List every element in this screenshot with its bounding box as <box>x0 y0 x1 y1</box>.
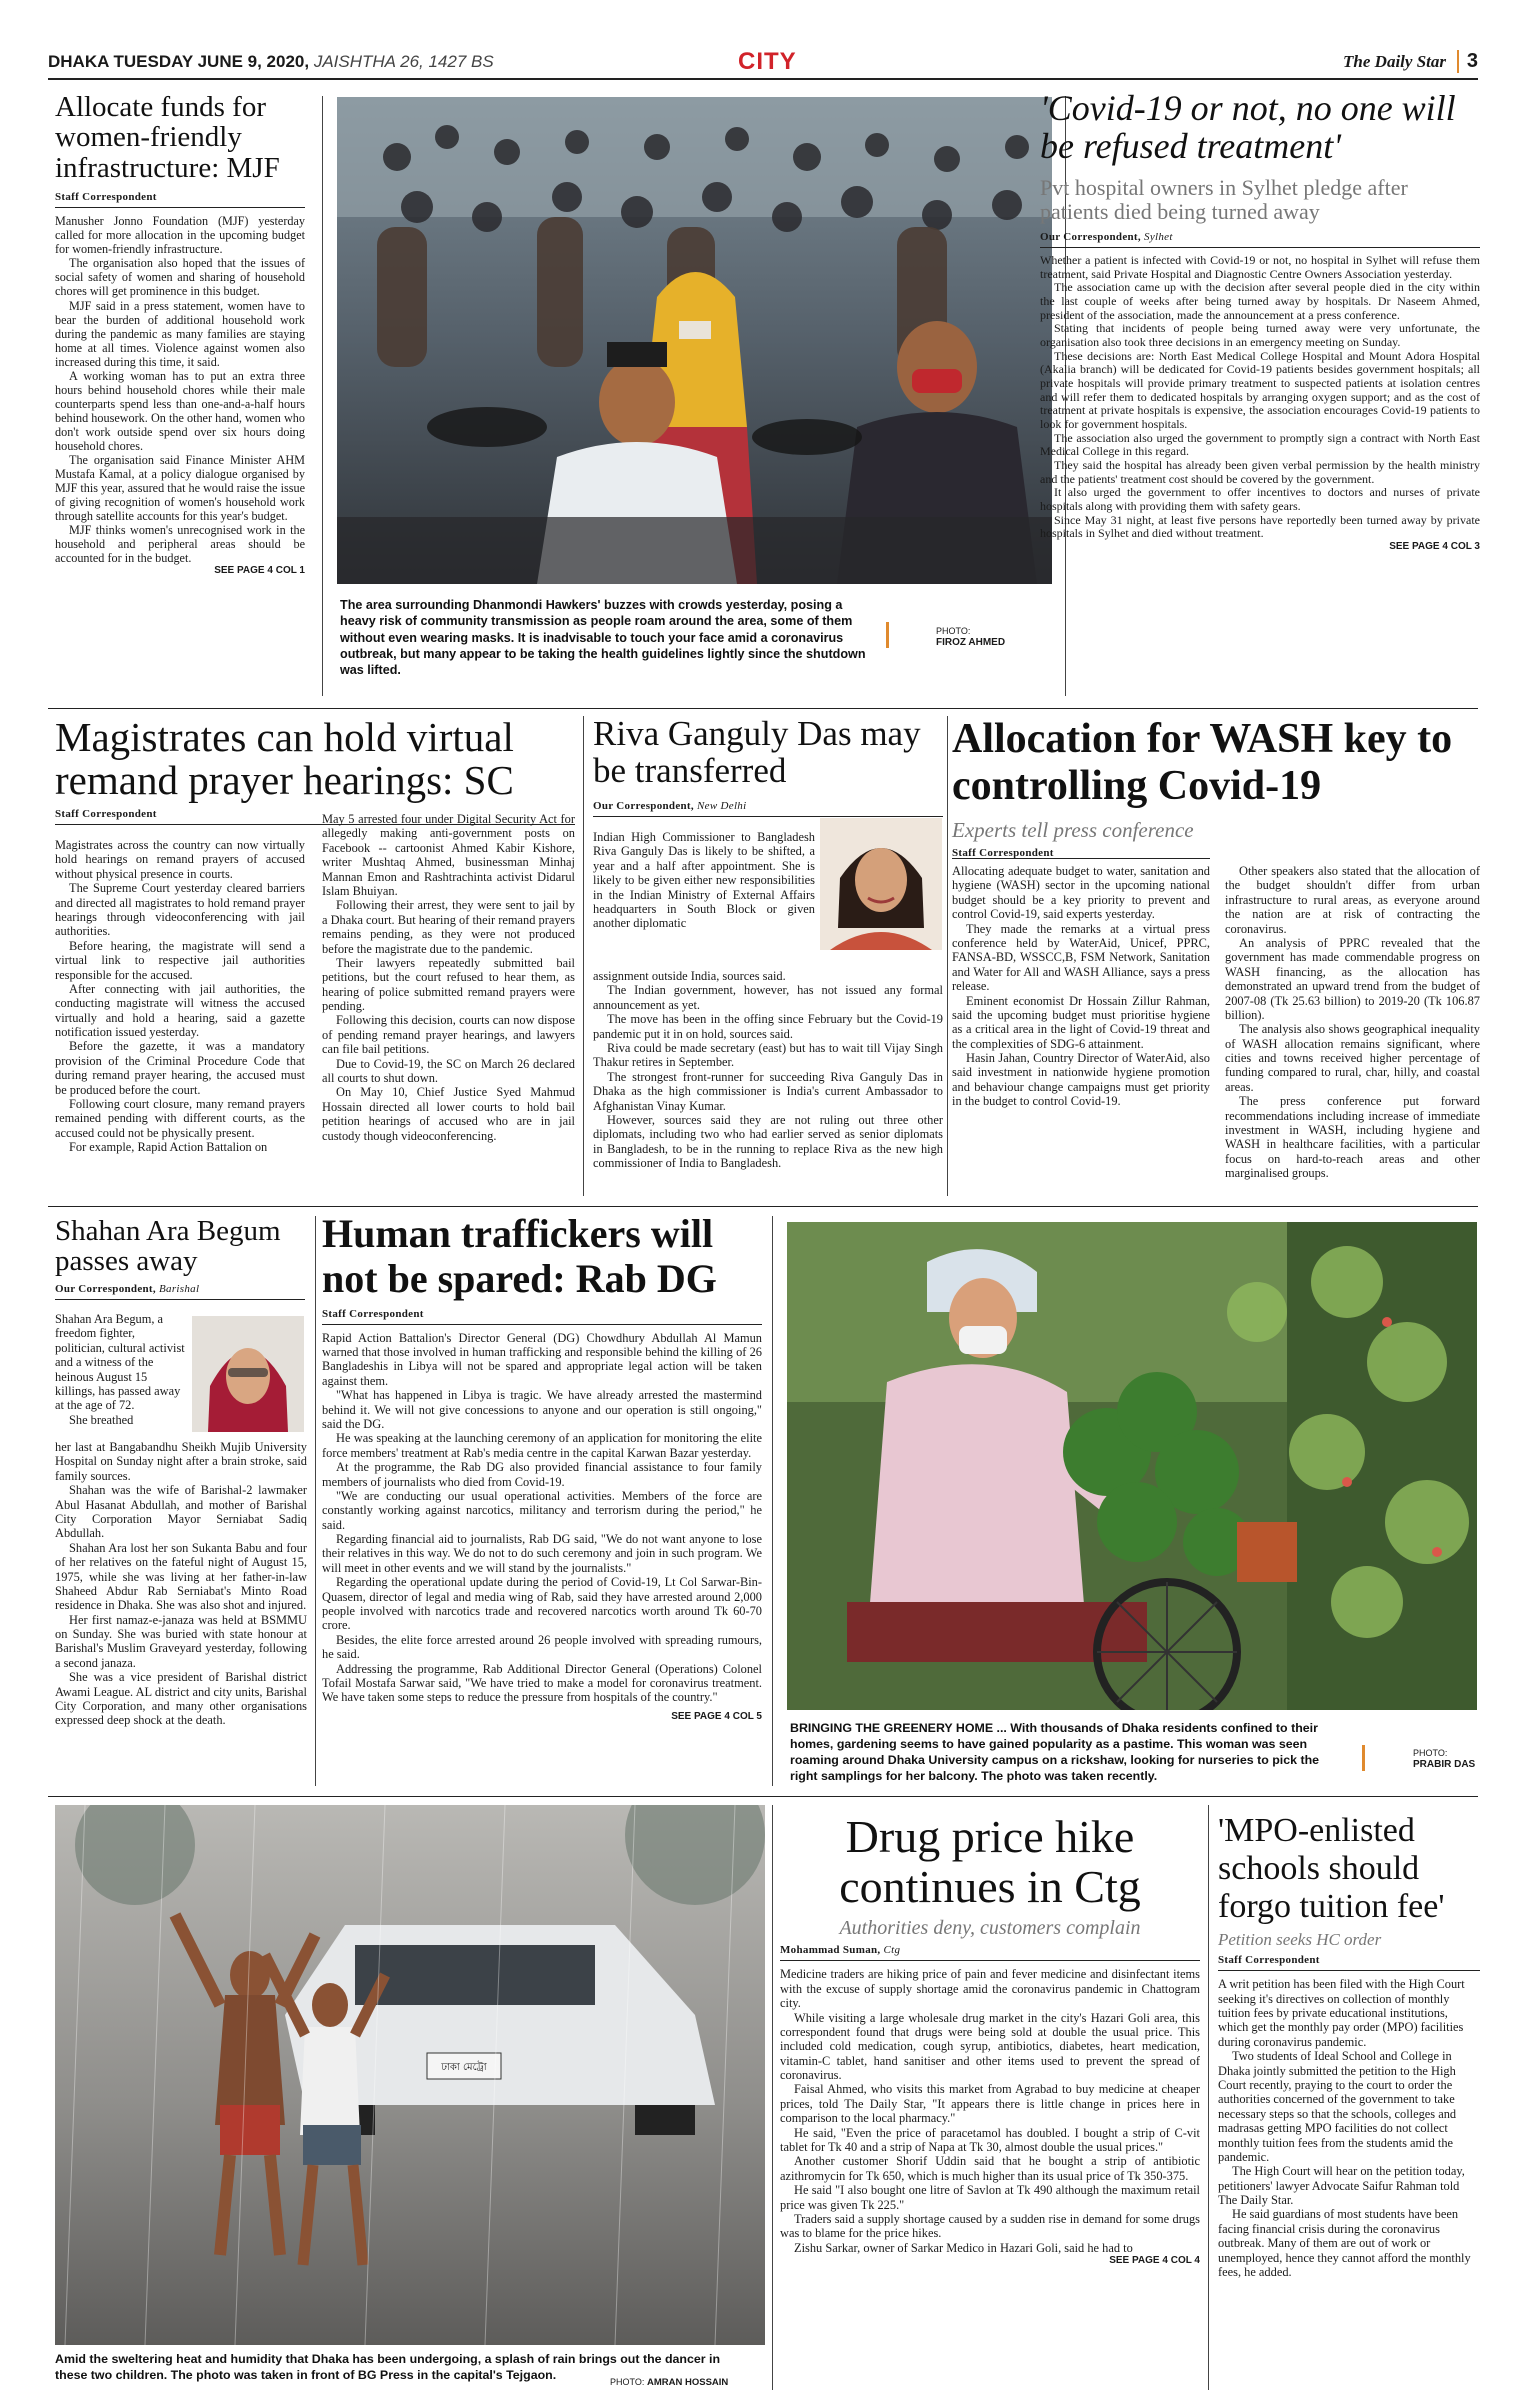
paragraph: The association also urged the government to promptly sign a contract with North East Medical College in this regard. <box>1040 430 1480 459</box>
headline: Shahan Ara Begum passes away <box>55 1215 281 1278</box>
paragraph: Their lawyers repeatedly submitted bail petitions, but the court refused to hear them, as hearing of police submitted remand prayers were pending. <box>322 955 575 1014</box>
paragraph: He said "I also bought one litre of Savlon at Tk 490 although the maximum retail price was given Tk 225." <box>780 2183 1200 2212</box>
paragraph: The Supreme Court yesterday cleared barriers and directed all magistrates to hold remand prayer hearings through videoconferencing with jail authorities. <box>55 881 305 939</box>
byline: Staff Correspondent <box>322 1307 424 1320</box>
jump-line[interactable]: SEE PAGE 4 COL 4 <box>1109 2255 1200 2267</box>
paragraph: assignment outside India, sources said. <box>593 969 786 983</box>
article-body-narrow <box>593 830 815 931</box>
article-body-col1 <box>55 838 305 1155</box>
paragraph: "We are conducting our usual operational activities. Members of the force are constantly working against narcotics, militancy and terrorism during the period," he said. <box>322 1488 762 1532</box>
article-body <box>322 1331 762 1705</box>
photo-credit: PHOTO: FIROZ AHMED <box>936 626 1006 648</box>
jump-line[interactable]: SEE PAGE 4 COL 1 <box>214 565 305 577</box>
article-body <box>593 969 943 1170</box>
byline: Staff Correspondent <box>1218 1954 1320 1967</box>
paragraph: Besides, the elite force arrested around 26 people involved with spreading rumours, he said. <box>322 1632 762 1662</box>
paragraph: Medicine traders are hiking price of pain and fever medicine and disinfectant items with the excuse of supply shortage amid the coronavirus pandemic in Chattogram city. <box>780 1967 1200 2011</box>
paragraph: Shahan was the wife of Barishal-2 lawmaker Abul Hasanat Abdullah, and mother of Barishal City Corporation Mayor Serniabat Sadiq Abdullah. <box>55 1483 307 1541</box>
article-body-col2 <box>322 812 575 1143</box>
byline: Our Correspondent, Barishal <box>55 1282 200 1295</box>
paragraph: Due to Covid-19, the SC on March 26 declared all courts to shut down. <box>322 1056 575 1086</box>
paragraph: The High Court will hear on the petition today, petitioners' lawyer Advocate Saifur Rahman told The Daily Star. <box>1218 2164 1465 2208</box>
paragraph: The association came up with the decision after several people died in the city within the last couple of weeks after being turned away by hospitals. Dr Naseem Ahmed, president of the association, made the announcement at a press conference. <box>1040 280 1480 322</box>
byline: Staff Correspondent <box>55 808 157 821</box>
kicker: Pvt hospital owners in Sylhet pledge after patients died being turned away <box>1040 174 1408 225</box>
photo-crowd-hawkers <box>337 97 1052 584</box>
row-divider <box>48 1206 1478 1207</box>
byline: Staff Correspondent <box>55 191 157 204</box>
paragraph: The press conference put forward recommendations including increase of immediate investment in WASH, including hygiene and WASH in healthcare facilities, with a particular focus on hard-to-reach areas and other marginalised groups. <box>1225 1094 1480 1181</box>
photo-caption: Amid the sweltering heat and humidity that Dhaka has been undergoing, a splash of rain brings out the dancer in these two children. The photo was taken in front of BG Press in the capital's Tejgaon. <box>55 2352 721 2382</box>
article-wash-allocation <box>952 716 1482 859</box>
paragraph: She breathed <box>69 1412 134 1427</box>
paragraph: At the programme, the Rab DG also provided financial assistance to four family members of journalists who died from Covid-19. <box>322 1460 762 1489</box>
headline: Riva Ganguly Das may be transferred <box>593 714 921 790</box>
paragraph: MJF said in a press statement, women have to bear the burden of additional household work during the pandemic as many families are staying home at all times. Violence against women also increased during this time, it said. <box>55 298 305 369</box>
paragraph: Whether a patient is infected with Covid-19 or not, no hospital in Sylhet will refuse them treatment, said Private Hospital and Diagnostic Centre Owners Association yesterday. <box>1040 252 1480 281</box>
paragraph: her last at Bangabandhu Sheikh Mujib University Hospital on Sunday night after a brain stroke, said family sources. <box>55 1440 307 1483</box>
paragraph: Magistrates across the country can now virtually hold hearings on remand prayers of accused without physical presence in courts. <box>55 838 305 881</box>
paragraph: Following their arrest, they were sent to jail by a Dhaka court. But hearing of their remand prayers remains pending, as they were not produced before the magistrate due to the pandemic. <box>322 898 575 956</box>
paragraph: "What has happened in Libya is tragic. We have already arrested the mastermind behind it. We will not give concessions to anyone and our operation is still ongoing," said the DG. <box>322 1388 762 1431</box>
photo-credit: PHOTO: AMRAN HOSSAIN <box>610 2377 729 2388</box>
paragraph: A writ petition has been filed with the High Court seeking it's directives on collection of monthly tuition fees by private educational institutions, which get the monthly pay order (MPO) facilities during coronavirus pandemic. <box>1218 1977 1465 2049</box>
headline: Magistrates can hold virtual remand prayer hearings: SC <box>55 714 514 804</box>
paragraph: Eminent economist Dr Hossain Zillur Rahman, said the upcoming budget must prioritise hygiene as a critical area in the light of Covid-19 threat and the complexities of SDG-6 attainment. <box>952 993 1210 1051</box>
photo-credit: PHOTO: PRABIR DAS <box>1413 1748 1476 1770</box>
paragraph: They made the remarks at a virtual press conference held by WaterAid, Unicef, PPRC, FANSA-BD, WSSCC,B, FSM Network, Sanitation and Water for All and WASH Alliance, says a press release. <box>952 921 1210 994</box>
dateline: DHAKA TUESDAY JUNE 9, 2020, JAISHTHA 26, 1427 BS <box>48 52 494 71</box>
article-body <box>780 1967 1200 2255</box>
headline: 'Covid-19 or not, no one will be refused treatment' <box>1040 88 1456 166</box>
photo-riva-ganguly-das <box>820 818 942 950</box>
paragraph: He was speaking at the launching ceremony of an application for monitoring the elite force members' treatment at Rab's media centre in the capital Karwan Bazar yesterday. <box>322 1431 762 1460</box>
paragraph: The organisation also hoped that the issues of social safety of women and sharing of household chores will get prominence in this budget. <box>55 256 305 299</box>
paragraph: Her first namaz-e-janaza was held at BSMMU on Sunday. She was buried with state honour at Barishal's Muslim Graveyard yesterday, following a second janaza. <box>55 1612 307 1670</box>
jump-line[interactable]: SEE PAGE 4 COL 3 <box>1389 540 1480 552</box>
article-riva-ganguly <box>593 716 943 823</box>
article-body <box>55 214 305 565</box>
newspaper-logo: The Daily Star <box>1343 52 1446 71</box>
section-name: CITY <box>738 48 797 75</box>
byline: Mohammad Suman, Ctg <box>780 1944 901 1957</box>
article-sylhet-hospitals <box>1040 90 1480 552</box>
paragraph: The organisation said Finance Minister AHM Mustafa Kamal, at a policy dialogue organised by MJF this year, assured that he would raise the issue of giving recognition of women's household work through satellite accounts for this year's budget. <box>55 452 305 523</box>
paragraph: Indian High Commissioner to Bangladesh Riva Ganguly Das is likely to be shifted, a year and a half after appointment. She is likely to be given either new responsibilities in the Indian Ministry of External Affairs headquarters in South Block or given another diplomatic <box>593 830 815 931</box>
paragraph: However, sources said they are not ruling out three other diplomats, including two who had earlier served as senior diplomats in Bangladesh, to be in the running to replace Riva as the new high commissioner of India to Bangladesh. <box>593 1112 943 1171</box>
paragraph: Addressing the programme, Rab Additional Director General (Operations) Colonel Tofail Mostafa Sarwar said, "We have tried to make a model for coronavirus treatment. We have taken some steps to reduce the pressure from hospitals of the country." <box>322 1661 762 1705</box>
paragraph: Traders said a supply shortage caused by a sudden rise in demand for some drugs was to blame for the price hikes. <box>780 2211 1200 2241</box>
byline: Staff Correspondent <box>952 847 1054 860</box>
photo-caption: BRINGING THE GREENERY HOME ... With thousands of Dhaka residents confined to their homes, gardening seems to have gained popularity as a pastime. This woman was seen roaming around Dhaka University campus on a rickshaw, looking for nurseries to pick the right samplings for her balcony. The photo was taken recently. <box>790 1721 1320 1784</box>
paragraph: While visiting a large wholesale drug market in the city's Hazari Goli area, this correspondent found that drugs were being sold at double the usual price. This included cold medication, cough syrup, antibiotics, diabetes, heart medication, vitamin-C tablet, hand sanitiser and other items used to prevent the spread of coronavirus. <box>780 2010 1200 2083</box>
article-shahan-ara-begum <box>55 1216 305 1306</box>
paragraph: On May 10, Chief Justice Syed Mahmud Hossain directed all lower courts to hold bail petition hearings of accused who are in jail custody though videoconferencing. <box>322 1085 575 1143</box>
photo-children-rain <box>55 1805 765 2345</box>
paragraph: Regarding the operational update during the period of Covid-19, Lt Col Sarwar-Bin-Quasem, director of legal and media wing of Rab, said they have arrested around 2,000 people involved with narcotics trade and recovered narcotics worth around Tk 60-70 crore. <box>322 1575 762 1633</box>
paragraph: Rapid Action Battalion's Director General (DG) Chowdhury Abdullah Al Mamun warned that those involved in human trafficking and responsible behind the killing of 26 Bangladeshis in Libya will not be spared and appropriate legal action will be taken against them. <box>322 1330 762 1388</box>
article-body-col1 <box>952 864 1210 1109</box>
paragraph: He said guardians of most students have been facing financial crisis during the coronavirus outbreak. Many of them are out of work or unemployed, hence they cannot afford the monthly fees, he added. <box>1218 2207 1471 2280</box>
headline: Allocate funds for women-friendly infrastructure: MJF <box>55 91 280 184</box>
caption-accent-bar <box>1362 1745 1365 1771</box>
paragraph: Since May 31 night, at least five persons have reportedly been turned away by private hospitals in Sylhet and died without treatment. <box>1040 512 1480 541</box>
masthead <box>48 48 1478 78</box>
paragraph: MJF thinks women's unrecognised work in the household and peripheral areas should be accounted for in the budget. <box>55 523 305 566</box>
paragraph: Shahan Ara lost her son Sukanta Babu and four of her relatives on the fateful night of August 15, 1975, while she was living at her father-in-law Shaheed Abdur Rab Serniabat's Minto Road residence in Dhaka. She was also shot and injured. <box>55 1540 307 1613</box>
paragraph: Following this decision, courts can now dispose of pending remand prayer hearings, and lawyers can file bail petitions. <box>322 1013 575 1057</box>
license-plate-text: ঢাকা মেট্রো <box>441 2062 487 2073</box>
paragraph: An analysis of PPRC revealed that the government has made commendable progress on WASH financing, as the allocation has demonstrated an upward trend from the budget of 2007-08 (Tk 25.63 billion) to 2019-20 (Tk 106.87 billion). <box>1225 935 1480 1022</box>
paragraph: These decisions are: North East Medical College Hospital and Mount Adora Hospital (Akalia branch) will be dedicated for Covid-19 patients besides government hospitals; all private hospitals will provide primary treatment to suspected patients at isolation centres and will refer them to dedicated hospitals by arranging oxygen support; and as the cost of treatment at private hospitals is expensive, the association encourages Covid-19 patients to look for government hospitals. <box>1040 348 1480 431</box>
paragraph: The strongest front-runner for succeeding Riva Ganguly Das in Dhaka as the high commissioner is India's current Ambassador to Afghanistan Vinay Kumar. <box>593 1069 943 1113</box>
paragraph: Stating that incidents of people being turned away were very unfortunate, the organisation also took three decisions in an emergency meeting on Sunday. <box>1040 321 1480 349</box>
article-rab-human-traffickers <box>322 1212 762 1722</box>
byline: Our Correspondent, New Delhi <box>593 799 747 812</box>
paragraph: Two students of Ideal School and College in Dhaka jointly submitted the petition to the High Court recently, praying to the court to order the authorities concerned of the government to take necessary steps so that the schools, colleges and madrasas getting MPO facilities do not collect monthly tuition fees from the students amid the pandemic. <box>1218 2049 1457 2164</box>
paragraph: Before hearing, the magistrate will send a virtual link to respective jail authorities responsible for the accused. <box>55 938 305 982</box>
paragraph: May 5 arrested four under Digital Security Act for allegedly making anti-government posts on Facebook -- cartoonist Ahmed Kabir Kishore, writer Mushtaq Ahmed, businessman Minhaj Mannan Emon and Rashtrachinta activist Didarul Islam Bhuiyan. <box>322 812 575 898</box>
photo-shahan-ara-begum <box>192 1316 304 1432</box>
paragraph: Before the gazette, it was a mandatory provision of the Criminal Procedure Code that during remand prayer hearing, the accused must be produced before the court. <box>55 1039 305 1097</box>
article-drug-price-hike <box>780 1812 1200 2266</box>
photo-rickshaw-plants <box>787 1222 1477 1710</box>
paragraph: They said the hospital has already been given verbal permission by the health ministry and the patients' treatment cost should be covered by the government. <box>1040 457 1480 486</box>
paragraph: Another customer Shorif Uddin said that he bought a strip of antibiotic azithromycin for Tk 650, which is much higher than its usual price of Tk 350-375. <box>780 2154 1200 2183</box>
caption-accent-bar <box>886 622 889 648</box>
paragraph: Zishu Sarkar, owner of Sarkar Medico in Hazari Goli, said he had to <box>794 2240 1133 2255</box>
byline: Our Correspondent, Sylhet <box>1040 230 1173 243</box>
article-body <box>1040 254 1480 541</box>
photo-caption: The area surrounding Dhanmondi Hawkers' buzzes with crowds yesterday, posing a heavy risk of community transmission as people roam around the area, some of them without even wearing masks. It is inadvisable to touch your face amid a coronavirus outbreak, but many appear to be taking the health guidelines lightly since the shutdown was lifted. <box>340 598 866 678</box>
paragraph: She was a vice president of Barishal district Awami League. AL district and city units, Barishal City Corporation, and many other organisations expressed deep shock at the death. <box>55 1670 307 1728</box>
row-divider <box>48 1796 1478 1797</box>
paragraph: Riva could be made secretary (east) but has to wait till Vijay Singh Thakur retires in September. <box>593 1040 943 1070</box>
kicker: Petition seeks HC order <box>1218 1930 1382 1950</box>
jump-line[interactable]: SEE PAGE 4 COL 5 <box>671 1710 762 1722</box>
paragraph: For example, Rapid Action Battalion on <box>69 1140 268 1155</box>
paragraph: Manusher Jonno Foundation (MJF) yesterday called for more allocation in the upcoming budget for women-friendly infrastructure. <box>55 214 305 257</box>
paragraph: It also urged the government to offer incentives to doctors and nurses of private hospitals along with providing them with safety gears. <box>1040 485 1480 513</box>
article-body-narrow <box>55 1312 187 1427</box>
paragraph: Other speakers also stated that the allocation of the budget shouldn't differ from urban infrastructure to rural areas, as everyone around the nation are at risk of contracting the coronavirus. <box>1225 864 1480 936</box>
paragraph: After connecting with jail authorities, the conducting magistrate will witness the accused virtually and hold a hearing, said a gazette notification issued yesterday. <box>55 981 305 1040</box>
masthead-rule <box>48 78 1478 80</box>
paragraph: Faisal Ahmed, who visits this market from Agrabad to buy medicine at cheaper prices, told The Daily Star, "It appears there is little change in prices here in comparison to the local pharmacy." <box>780 2082 1200 2126</box>
article-mpo-schools <box>1218 1812 1480 2279</box>
kicker: Authorities deny, customers complain <box>839 1917 1141 1940</box>
row-divider <box>48 708 1478 709</box>
paragraph: Regarding financial aid to journalists, Rab DG said, "We do not want anyone to lose their relatives in this way. We do not to do such ceremony and join in such program. We will meet in other events and we will stand by the journalists." <box>322 1532 762 1575</box>
kicker: Experts tell press conference <box>952 818 1194 843</box>
paragraph: Following court closure, many remand prayers remained pending with different courts, as the accused could not be physically present. <box>55 1097 305 1140</box>
headline: Allocation for WASH key to controlling Covid-19 <box>952 716 1453 810</box>
article-body <box>1218 1977 1480 2279</box>
article-mjf <box>55 92 305 576</box>
headline: Human traffickers will not be spared: Rab DG <box>322 1211 717 1301</box>
paragraph: Hasin Jahan, Country Director of WaterAid, also said investment in nationwide hygiene promotion and behaviour change campaigns must get priority in the budget to control Covid-19. <box>952 1051 1210 1109</box>
article-body-col2 <box>1225 864 1480 1181</box>
paragraph: He said, "Even the price of paracetamol has doubled. I bought a strip of C-vit tablet for Tk 40 and a strip of Napa at Tk 30, almost double the usual prices." <box>780 2125 1200 2155</box>
page-number: 3 <box>1457 50 1478 73</box>
paragraph: The Indian government, however, has not issued any formal announcement as yet. <box>593 983 943 1012</box>
paragraph: The analysis also shows geographical inequality of WASH allocation remains significant, where cities and towns received higher percentage of funding compared to rural, char, hilly, and coastal areas. <box>1225 1022 1480 1094</box>
paragraph: Allocating adequate budget to water, sanitation and hygiene (WASH) sector in the upcoming national budget should be a key priority to prevent and control Covid-19, said experts yesterday. <box>952 864 1210 922</box>
paragraph: The move has been in the offing since February but the Covid-19 pandemic put it in on hold, sources said. <box>593 1012 943 1041</box>
headline: 'MPO-enlisted schools should forgo tuition fee' <box>1218 1812 1445 1926</box>
paragraph: A working woman has to put an extra three hours behind household chores while their male counterparts spend less than one-and-a-half hours behind housework. On the other hand, women who don't work outside spend over six hours doing household chores. <box>55 368 305 453</box>
paragraph: Shahan Ara Begum, a freedom fighter, politician, cultural activist and a witness of the heinous August 15 killings, has passed away at the age of 72. <box>55 1312 185 1413</box>
article-body <box>55 1440 307 1728</box>
headline: Drug price hike continues in Ctg <box>839 1811 1141 1912</box>
